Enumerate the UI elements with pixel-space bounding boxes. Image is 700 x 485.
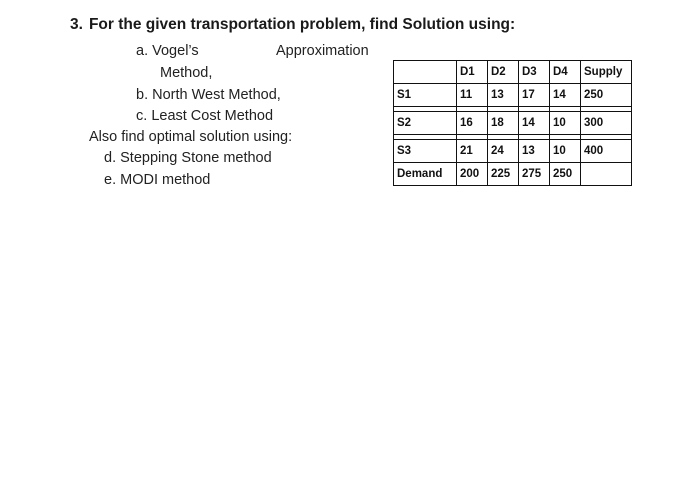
- method-a-label: a.: [136, 43, 149, 59]
- header-d3: D3: [519, 61, 550, 84]
- header-supply: Supply: [581, 61, 632, 84]
- method-e-text: MODI method: [120, 172, 211, 188]
- supply-s1: 250: [581, 84, 632, 107]
- demand-supply-cell: [581, 163, 632, 186]
- method-b-label: b.: [136, 87, 149, 103]
- question-number: 3.: [70, 16, 83, 33]
- cell-s2-d3: 14: [519, 112, 550, 135]
- header-d2: D2: [488, 61, 519, 84]
- method-a-text-2: Approximation: [276, 43, 369, 59]
- cell-s3-d1: 21: [457, 140, 488, 163]
- cell-s2-d2: 18: [488, 112, 519, 135]
- demand-d3: 275: [519, 163, 550, 186]
- row-label-demand: Demand: [394, 163, 457, 186]
- method-d-label: d.: [104, 150, 117, 166]
- supply-s3: 400: [581, 140, 632, 163]
- supply-s2: 300: [581, 112, 632, 135]
- cell-s3-d2: 24: [488, 140, 519, 163]
- table-header-row: [394, 61, 632, 84]
- cell-s1-d3: 17: [519, 84, 550, 107]
- cell-s3-d3: 13: [519, 140, 550, 163]
- method-a-text-1: Vogel’s: [152, 43, 199, 59]
- table-corner-cell: [394, 61, 457, 84]
- cell-s2-d4: 10: [550, 112, 581, 135]
- cell-s1-d1: 11: [457, 84, 488, 107]
- method-d: [104, 150, 272, 166]
- row-label-s3: S3: [394, 140, 457, 163]
- method-c: [136, 108, 273, 124]
- method-c-label: c.: [136, 108, 148, 124]
- row-label-s1: S1: [394, 84, 457, 107]
- header-d1: D1: [457, 61, 488, 84]
- transportation-table: [393, 60, 632, 186]
- table-row-s3: [394, 140, 632, 163]
- demand-d1: 200: [457, 163, 488, 186]
- cell-s3-d4: 10: [550, 140, 581, 163]
- method-e: [104, 172, 210, 188]
- question-title: [70, 16, 515, 34]
- cell-s1-d4: 14: [550, 84, 581, 107]
- method-d-text: Stepping Stone method: [120, 150, 272, 166]
- header-d4: D4: [550, 61, 581, 84]
- cell-s1-d2: 13: [488, 84, 519, 107]
- table-row-s1: [394, 84, 632, 107]
- method-b: [136, 87, 281, 103]
- demand-d2: 225: [488, 163, 519, 186]
- table-row-demand: [394, 163, 632, 186]
- method-e-label: e.: [104, 172, 117, 188]
- demand-d4: 250: [550, 163, 581, 186]
- row-label-s2: S2: [394, 112, 457, 135]
- method-b-text: North West Method,: [152, 87, 281, 103]
- also-find-text: Also find optimal solution using:: [89, 129, 293, 145]
- cell-s2-d1: 16: [457, 112, 488, 135]
- table-row-s2: [394, 112, 632, 135]
- question-text: For the given transportation problem, find Solution using:: [88, 16, 516, 33]
- method-c-text: Least Cost Method: [151, 108, 274, 124]
- method-a-line-2: Method,: [160, 65, 213, 81]
- method-a-line-1: [136, 43, 369, 59]
